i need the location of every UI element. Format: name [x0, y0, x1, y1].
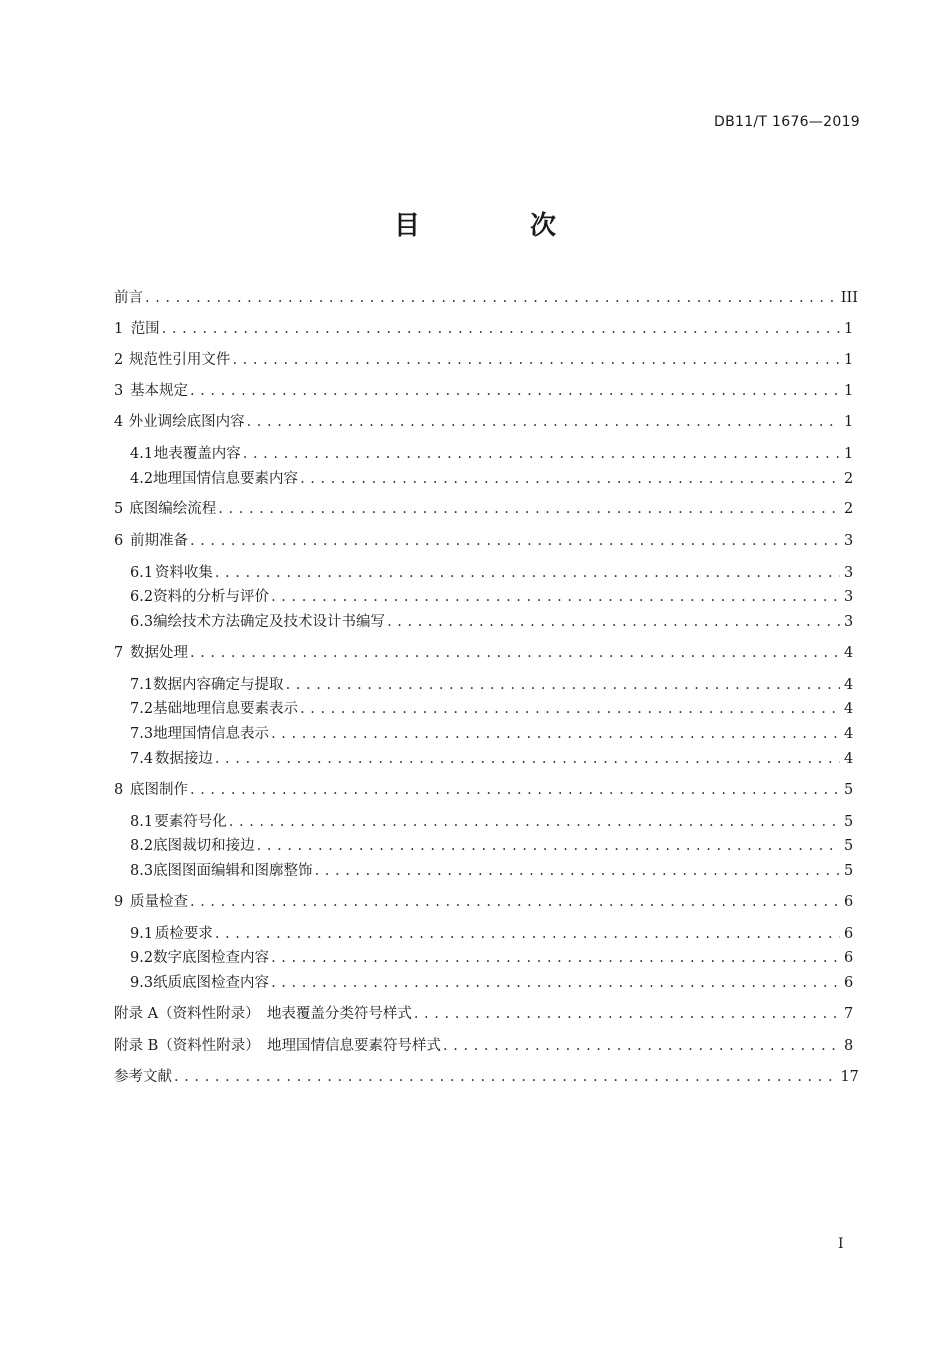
toc-entry[interactable]	[130, 860, 852, 882]
toc-entry-label: 底图制作	[129, 782, 188, 798]
toc-entry[interactable]	[130, 674, 852, 696]
document-code: DB11/T 1676—2019	[714, 114, 860, 130]
toc-entry-number: 8.1	[130, 814, 154, 830]
toc-entry-page: 5	[844, 863, 854, 879]
toc-entry-label: 质检要求	[154, 926, 213, 942]
toc-entry-label: 数据处理	[129, 645, 188, 661]
toc-entry-number: 8.3	[130, 863, 154, 879]
toc-entry-number: 5	[114, 501, 124, 517]
toc-entry-page: 1	[844, 352, 854, 368]
toc-entry-label: 基本规定	[129, 383, 188, 399]
toc-entry[interactable]	[114, 318, 852, 340]
toc-entry-label: 地表覆盖内容	[153, 446, 241, 462]
toc-dot-leader	[286, 674, 840, 696]
toc-entry[interactable]	[114, 1003, 852, 1025]
toc-entry-number: 9.1	[130, 926, 154, 942]
toc-entry[interactable]	[114, 530, 852, 552]
toc-dot-leader	[190, 891, 840, 913]
toc-entry-number: 7.3	[130, 726, 154, 742]
toc-entry-page: 1	[844, 446, 854, 462]
toc-entry[interactable]	[130, 562, 852, 584]
toc-dot-leader	[243, 443, 840, 465]
toc-entry-number: 7.2	[130, 701, 154, 717]
toc-entry-page: 3	[844, 589, 854, 605]
toc-entry[interactable]	[130, 923, 852, 945]
toc-dot-leader	[190, 380, 840, 402]
toc-entry-label: 数据接边	[154, 751, 213, 767]
toc-entry-label: 附录 B（资料性附录） 地理国情信息要素符号样式	[114, 1038, 442, 1054]
toc-entry-number: 2	[114, 352, 124, 368]
toc-entry-label: 外业调绘底图内容	[128, 414, 245, 430]
toc-entry[interactable]	[130, 748, 852, 770]
toc-entry-label: 附录 A（资料性附录） 地表覆盖分类符号样式	[114, 1006, 412, 1022]
toc-dot-leader	[190, 642, 840, 664]
toc-entry[interactable]	[114, 779, 852, 801]
toc-dot-leader	[414, 1003, 840, 1025]
toc-dot-leader	[257, 835, 840, 857]
toc-entry-page: 3	[844, 614, 854, 630]
toc-dot-leader	[215, 562, 840, 584]
toc-entry-number: 3	[114, 383, 124, 399]
toc-entry[interactable]	[130, 723, 852, 745]
toc-entry-page: 7	[844, 1006, 854, 1022]
toc-entry-label: 资料收集	[154, 565, 213, 581]
toc-entry-page: 2	[844, 501, 854, 517]
toc-entry-label: 范围	[130, 321, 160, 337]
toc-entry[interactable]	[114, 891, 852, 913]
toc-entry-page: 17	[840, 1069, 859, 1085]
toc-dot-leader	[247, 411, 840, 433]
toc-entry-page: 4	[844, 751, 854, 767]
toc-entry-number: 7.4	[130, 751, 154, 767]
toc-entry-label: 质量检查	[129, 894, 188, 910]
toc-entry-number: 6	[114, 533, 124, 549]
toc-dot-leader	[215, 748, 840, 770]
toc-entry[interactable]	[114, 1066, 859, 1088]
toc-entry-page: 3	[844, 533, 854, 549]
toc-entry-label: 纸质底图检查内容	[153, 975, 270, 991]
toc-dot-leader	[145, 287, 837, 309]
toc-entry[interactable]	[114, 380, 852, 402]
toc-entry[interactable]	[114, 642, 852, 664]
toc-entry-page: 5	[844, 782, 854, 798]
toc-entry-page: 4	[844, 677, 854, 693]
toc-entry[interactable]	[130, 698, 852, 720]
toc-entry[interactable]	[130, 586, 852, 608]
toc-dot-leader	[174, 1066, 836, 1088]
page-number: I	[838, 1236, 844, 1252]
toc-entry-label: 底图裁切和接边	[153, 838, 255, 854]
toc-entry-label: 数字底图检查内容	[153, 950, 270, 966]
toc-entry[interactable]	[130, 468, 852, 490]
toc-entry-label: 参考文献	[114, 1069, 172, 1085]
toc-entry-page: 4	[844, 701, 854, 717]
toc-dot-leader	[190, 530, 840, 552]
toc-entry-page: 1	[844, 414, 854, 430]
toc-entry-label: 规范性引用文件	[128, 352, 231, 368]
toc-entry-page: 8	[844, 1038, 854, 1054]
toc-entry-number: 4	[114, 414, 124, 430]
toc-entry[interactable]	[130, 443, 852, 465]
toc-entry-number: 9.2	[130, 950, 154, 966]
toc-dot-leader	[229, 811, 840, 833]
toc-entry-number: 6.3	[130, 614, 154, 630]
toc-entry-page: 6	[844, 975, 854, 991]
toc-entry-number: 8.2	[130, 838, 154, 854]
toc-entry-page: 1	[844, 321, 854, 337]
toc-dot-leader	[271, 972, 840, 994]
toc-entry[interactable]	[114, 411, 852, 433]
toc-entry[interactable]	[130, 835, 852, 857]
table-of-contents	[114, 0, 859, 1345]
toc-entry-number: 7.1	[130, 677, 154, 693]
toc-entry-page: 6	[844, 894, 854, 910]
toc-title: 目 次	[393, 211, 598, 241]
toc-entry-number: 6.2	[130, 589, 154, 605]
toc-entry-page: III	[840, 290, 858, 306]
toc-dot-leader	[300, 468, 840, 490]
toc-entry-page: 6	[844, 950, 854, 966]
toc-dot-leader	[232, 349, 840, 371]
toc-entry-number: 4.1	[130, 446, 154, 462]
toc-entry-page: 4	[844, 726, 854, 742]
toc-entry[interactable]	[114, 498, 852, 520]
toc-entry[interactable]	[114, 1035, 852, 1057]
toc-entry[interactable]	[130, 972, 852, 994]
toc-entry-page: 5	[844, 814, 854, 830]
toc-entry[interactable]	[114, 287, 858, 309]
toc-entry-label: 前期准备	[129, 533, 188, 549]
toc-entry[interactable]	[130, 811, 852, 833]
toc-entry-number: 7	[114, 645, 124, 661]
toc-entry-label: 地理国情信息要素内容	[153, 471, 299, 487]
toc-dot-leader	[387, 611, 840, 633]
toc-dot-leader	[190, 779, 840, 801]
toc-entry-label: 数据内容确定与提取	[153, 677, 284, 693]
toc-entry-label: 编绘技术方法确定及技术设计书编写	[153, 614, 386, 630]
toc-entry-label: 基础地理信息要素表示	[153, 701, 299, 717]
toc-dot-leader	[271, 586, 840, 608]
toc-entry-number: 4.2	[130, 471, 154, 487]
toc-entry-number: 1	[114, 321, 124, 337]
toc-entry-label: 要素符号化	[154, 814, 227, 830]
toc-entry-page: 3	[844, 565, 854, 581]
toc-dot-leader	[162, 318, 840, 340]
toc-entry-label: 资料的分析与评价	[153, 589, 270, 605]
toc-entry-number: 6.1	[130, 565, 154, 581]
toc-entry-page: 1	[844, 383, 854, 399]
toc-dot-leader	[218, 498, 840, 520]
toc-entry[interactable]	[114, 349, 852, 371]
toc-dot-leader	[315, 860, 840, 882]
toc-dot-leader	[271, 723, 840, 745]
toc-entry-label: 地理国情信息表示	[153, 726, 270, 742]
toc-dot-leader	[443, 1035, 840, 1057]
toc-entry-number: 9.3	[130, 975, 154, 991]
toc-entry[interactable]	[130, 947, 852, 969]
toc-dot-leader	[271, 947, 840, 969]
toc-entry-page: 4	[844, 645, 854, 661]
toc-entry[interactable]	[130, 611, 852, 633]
toc-entry-label: 底图编绘流程	[129, 501, 217, 517]
toc-entry-number: 8	[114, 782, 124, 798]
toc-dot-leader	[215, 923, 840, 945]
toc-entry-page: 6	[844, 926, 854, 942]
toc-dot-leader	[300, 698, 840, 720]
toc-entry-label: 前言	[114, 290, 143, 306]
toc-entry-label: 底图图面编辑和图廓整饰	[153, 863, 313, 879]
toc-entry-page: 5	[844, 838, 854, 854]
toc-entry-page: 2	[844, 471, 854, 487]
toc-entry-number: 9	[114, 894, 124, 910]
